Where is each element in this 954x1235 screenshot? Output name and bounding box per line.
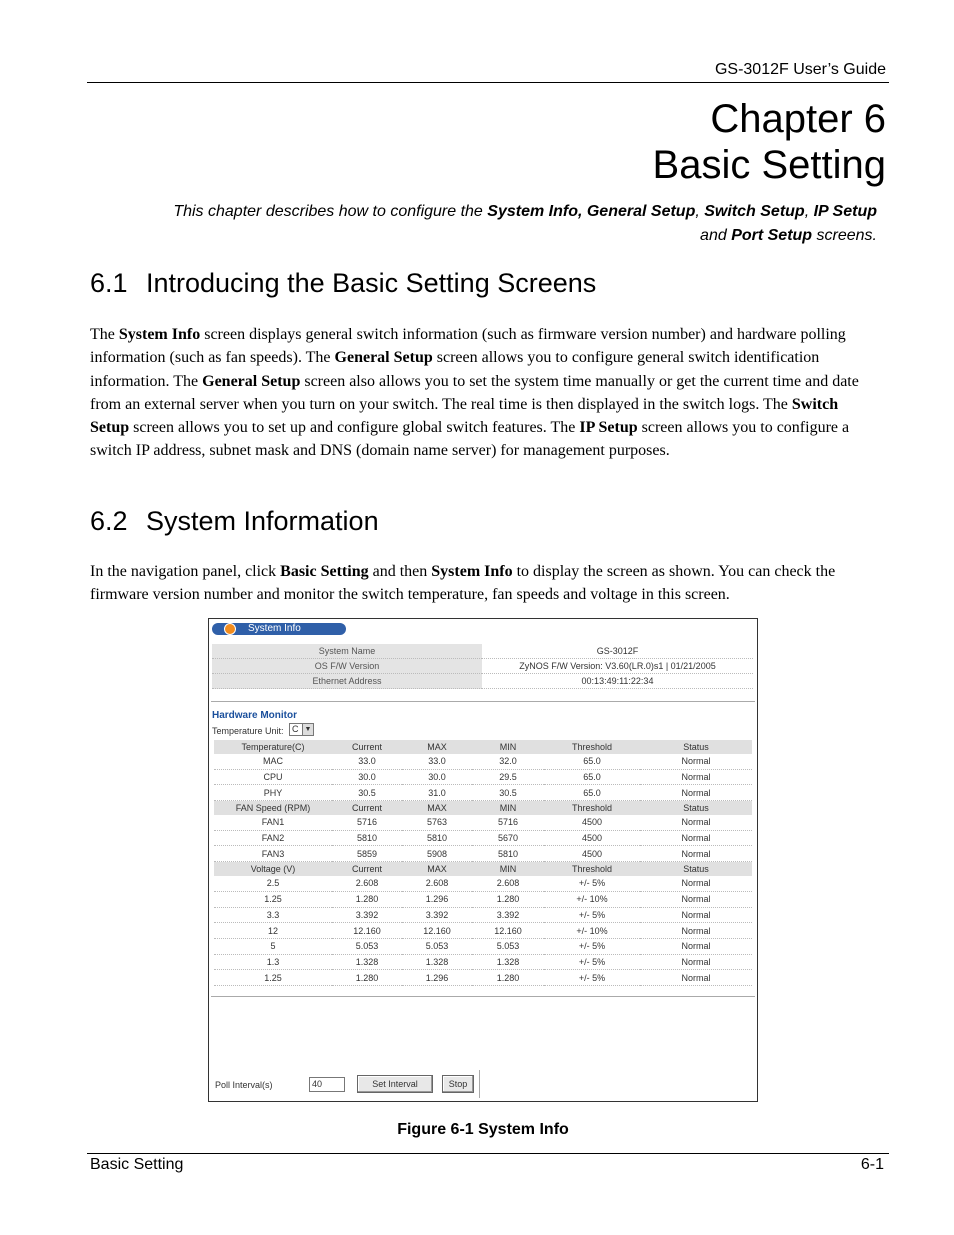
info-label: OS F/W Version (212, 659, 482, 674)
table-cell: +/- 5% (544, 907, 640, 923)
table-cell: 5716 (332, 815, 402, 830)
info-row (212, 644, 753, 659)
table-cell: Normal (640, 938, 752, 954)
table-cell: 1.328 (472, 954, 544, 970)
table-cell: 1.3 (214, 954, 332, 970)
para-text: In the navigation panel, click (90, 563, 281, 580)
column-header: MAX (402, 801, 472, 816)
table-row (214, 815, 752, 830)
table-cell: 12 (214, 923, 332, 939)
chapter-title (653, 96, 886, 188)
figure-caption: Figure 6-1 System Info (397, 1121, 569, 1138)
table-row (214, 907, 752, 923)
table-cell: 65.0 (544, 769, 640, 785)
section-title: System Information (146, 506, 379, 536)
table-row (214, 923, 752, 939)
table-cell: Normal (640, 769, 752, 785)
info-value: GS-3012F (482, 644, 753, 659)
column-header: Threshold (544, 801, 640, 816)
table-row (214, 876, 752, 891)
para-bold: System Info (431, 563, 513, 580)
footer-chapter-name: Basic Setting (90, 1156, 184, 1173)
table-cell: 1.280 (472, 891, 544, 907)
intro-text: , (695, 203, 705, 220)
table-cell: FAN3 (214, 846, 332, 862)
table-cell: 2.608 (402, 876, 472, 891)
table-cell: 5.053 (332, 938, 402, 954)
table-row (214, 970, 752, 986)
column-header: MAX (402, 740, 472, 754)
table-cell: 1.280 (332, 891, 402, 907)
table-cell: 1.296 (402, 891, 472, 907)
table-cell: 1.296 (402, 970, 472, 986)
table-cell: 5716 (472, 815, 544, 830)
intro-text: screens. (812, 227, 877, 244)
table-cell: 4500 (544, 846, 640, 862)
table-cell: 32.0 (472, 754, 544, 769)
para-text: screen displays general switch information (such as firmware version number) and hardware polling information (such as fan speeds). The (90, 326, 846, 367)
table-cell: Normal (640, 846, 752, 862)
table-cell: +/- 5% (544, 938, 640, 954)
table-row (214, 785, 752, 801)
table-cell: +/- 5% (544, 954, 640, 970)
column-header: Threshold (544, 862, 640, 877)
column-header: Status (640, 801, 752, 816)
table-cell: 5670 (472, 830, 544, 846)
chapter-number: Chapter 6 (710, 97, 886, 141)
table-cell: 12.160 (332, 923, 402, 939)
column-header: MIN (472, 801, 544, 816)
stop-button[interactable]: Stop (442, 1075, 474, 1093)
header-guide-title: GS-3012F User’s Guide (714, 61, 886, 78)
info-label: System Name (212, 644, 482, 659)
para-text: and then (368, 563, 432, 580)
orb-icon (224, 623, 236, 635)
table-cell: 30.0 (402, 769, 472, 785)
voltage-header-row (214, 862, 752, 877)
divider (211, 701, 755, 702)
column-header: FAN Speed (RPM) (214, 801, 332, 816)
table-cell: +/- 10% (544, 923, 640, 939)
temperature-header-row (214, 740, 752, 754)
para-bold: Switch Setup (90, 395, 839, 437)
intro-text: and (700, 227, 732, 244)
section-heading-6-1 (90, 268, 596, 299)
table-row (214, 754, 752, 769)
chapter-name: Basic Setting (652, 143, 886, 187)
column-header: Status (640, 862, 752, 877)
hardware-monitor-title: Hardware Monitor (212, 710, 298, 721)
table-row (214, 830, 752, 846)
table-cell: PHY (214, 785, 332, 801)
table-row (214, 846, 752, 862)
table-cell: 2.608 (472, 876, 544, 891)
intro-bold: Switch Setup (704, 203, 805, 220)
table-cell: 5.053 (402, 938, 472, 954)
table-cell: 12.160 (402, 923, 472, 939)
table-cell: 2.5 (214, 876, 332, 891)
para-bold: Basic Setting (280, 563, 369, 580)
table-cell: 31.0 (402, 785, 472, 801)
section-1-paragraph (90, 323, 880, 463)
system-info-screenshot (208, 618, 758, 1102)
table-cell: 33.0 (402, 754, 472, 769)
table-cell: 1.328 (332, 954, 402, 970)
intro-bold: System Info, General Setup (487, 203, 696, 220)
table-row (214, 954, 752, 970)
table-cell: 3.392 (332, 907, 402, 923)
header-rule (87, 82, 889, 83)
info-label: Ethernet Address (212, 674, 482, 689)
table-cell: 1.280 (472, 970, 544, 986)
table-cell: Normal (640, 970, 752, 986)
para-text: screen allows you to configure general switch identification information. The (90, 349, 820, 390)
column-header: Temperature(C) (214, 740, 332, 754)
table-row (214, 769, 752, 785)
footer-page-number: 6-1 (860, 1156, 884, 1173)
para-text: to display the screen as shown. You can check the firmware version number and monitor the switch temperature, fan speeds and voltage in this screen. (90, 563, 836, 604)
set-interval-button[interactable]: Set Interval (357, 1075, 433, 1093)
table-cell: 1.25 (214, 891, 332, 907)
system-info-table (212, 644, 753, 689)
para-text: screen also allows you to set the system time manually or get the current time and date from an external server when you turn on your switch. The real time is then displayed in the switch logs. The (90, 372, 859, 413)
intro-bold: Port Setup (731, 227, 813, 244)
table-cell: 5763 (402, 815, 472, 830)
para-text: screen allows you to configure a switch IP address, subnet mask and DNS (domain name server) for management purposes. (90, 419, 850, 460)
poll-interval-label: Poll Interval(s) (215, 1080, 273, 1090)
table-cell: 29.5 (472, 769, 544, 785)
table-cell: Normal (640, 815, 752, 830)
table-cell: Normal (640, 954, 752, 970)
info-value: ZyNOS F/W Version: V3.60(LR.0)s1 | 01/21/2005 (482, 659, 753, 674)
table-cell: 3.392 (402, 907, 472, 923)
column-header: MAX (402, 862, 472, 877)
para-bold: IP Setup (579, 419, 638, 437)
section-title: Introducing the Basic Setting Screens (146, 268, 597, 298)
table-cell: 12.160 (472, 923, 544, 939)
intro-bold: IP Setup (813, 203, 877, 220)
temperature-unit-value: C (292, 724, 299, 734)
fan-header-row (214, 801, 752, 816)
table-cell: +/- 5% (544, 876, 640, 891)
table-cell: 65.0 (544, 785, 640, 801)
table-cell: 5.053 (472, 938, 544, 954)
table-cell: 2.608 (332, 876, 402, 891)
table-cell: 3.392 (472, 907, 544, 923)
table-cell: FAN1 (214, 815, 332, 830)
para-bold: System Info (118, 326, 201, 343)
temperature-unit-text: Temperature Unit (212, 726, 282, 736)
table-cell: 5810 (402, 830, 472, 846)
table-cell: 5810 (332, 830, 402, 846)
info-row (212, 659, 753, 674)
column-header: Status (640, 740, 752, 754)
column-header: Current (332, 801, 402, 816)
column-header: Threshold (544, 740, 640, 754)
poll-interval-input[interactable]: 40 (309, 1077, 345, 1092)
info-value: 00:13:49:11:22:34 (482, 674, 753, 689)
table-cell: Normal (640, 891, 752, 907)
column-header: Current (332, 740, 402, 754)
para-text: screen allows you to set up and configure global switch features. The (129, 419, 580, 437)
section-number: 6.1 (90, 268, 128, 298)
column-header: MIN (472, 862, 544, 877)
chapter-intro (100, 200, 877, 248)
chevron-down-icon[interactable]: ▼ (302, 724, 313, 735)
table-cell: 1.328 (402, 954, 472, 970)
table-cell: 1.25 (214, 970, 332, 986)
table-cell: 4500 (544, 815, 640, 830)
table-cell: 30.5 (332, 785, 402, 801)
table-cell: Normal (640, 876, 752, 891)
temperature-unit-select[interactable] (289, 723, 314, 736)
table-cell: 65.0 (544, 754, 640, 769)
table-cell: Normal (640, 907, 752, 923)
section-number: 6.2 (90, 506, 128, 536)
table-cell: 5810 (472, 846, 544, 862)
intro-text: This chapter describes how to configure the (173, 203, 488, 220)
divider (211, 996, 755, 997)
table-cell: Normal (640, 923, 752, 939)
table-cell: 4500 (544, 830, 640, 846)
temperature-unit-label: Temperature Unit: (212, 726, 284, 736)
screen-title: System Info (248, 623, 301, 634)
divider (479, 1070, 480, 1098)
table-cell: 1.280 (332, 970, 402, 986)
para-bold: General Setup (334, 349, 433, 367)
footer-rule (87, 1153, 889, 1154)
table-cell: 33.0 (332, 754, 402, 769)
section-heading-6-2 (90, 506, 379, 537)
table-cell: 3.3 (214, 907, 332, 923)
table-cell: Normal (640, 830, 752, 846)
table-cell: 5859 (332, 846, 402, 862)
para-text: The (90, 326, 119, 343)
table-cell: +/- 5% (544, 970, 640, 986)
column-header: Current (332, 862, 402, 877)
column-header: MIN (472, 740, 544, 754)
column-header: Voltage (V) (214, 862, 332, 877)
para-bold: General Setup (202, 372, 301, 390)
table-cell: Normal (640, 785, 752, 801)
table-cell: CPU (214, 769, 332, 785)
table-cell: +/- 10% (544, 891, 640, 907)
table-cell: 30.0 (332, 769, 402, 785)
table-cell: 30.5 (472, 785, 544, 801)
section-2-paragraph (90, 560, 880, 607)
system-info-title-bar (212, 623, 346, 635)
info-row (212, 674, 753, 689)
table-cell: MAC (214, 754, 332, 769)
table-cell: FAN2 (214, 830, 332, 846)
table-cell: Normal (640, 754, 752, 769)
intro-text: , (804, 203, 814, 220)
table-row (214, 891, 752, 907)
hardware-monitor-table (214, 740, 752, 986)
table-cell: 5908 (402, 846, 472, 862)
table-cell: 5 (214, 938, 332, 954)
table-row (214, 938, 752, 954)
